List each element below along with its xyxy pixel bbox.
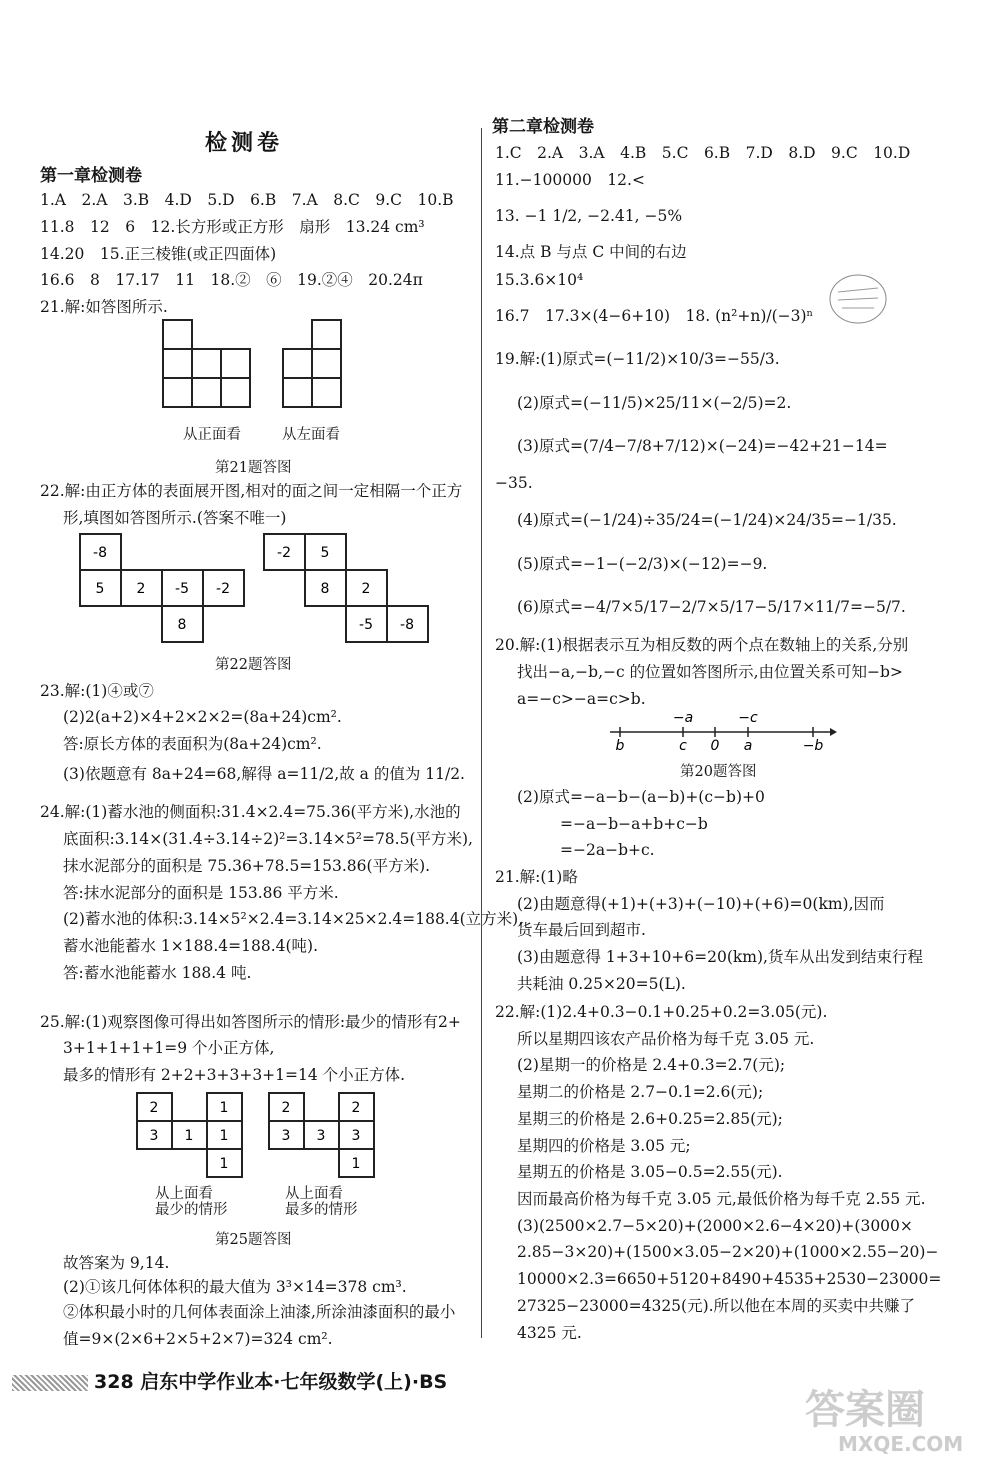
answer-line: −35. bbox=[495, 474, 533, 492]
answer-line: 抹水泥部分的面积是 75.36+78.5=153.86(平方米). bbox=[63, 857, 431, 875]
answer-line: 形,填图如答图所示.(答案不唯一) bbox=[63, 509, 287, 527]
answer-line: 21.解:如答图所示. bbox=[40, 298, 168, 316]
fig21-caption: 第21题答图 bbox=[215, 460, 292, 476]
answer-line: 15.3.6×10⁴ bbox=[495, 271, 584, 289]
answer-line: =−2a−b+c. bbox=[560, 841, 655, 859]
fig25-label: 从上面看 bbox=[285, 1186, 343, 1202]
answer-line: 故答案为 9,14. bbox=[63, 1254, 170, 1272]
answer-line: 23.解:(1)④或⑦ bbox=[40, 682, 154, 700]
answer-line: (2)星期一的价格是 2.4+0.3=2.7(元); bbox=[517, 1056, 786, 1074]
answer-line: 星期二的价格是 2.7−0.1=2.6(元); bbox=[517, 1083, 764, 1101]
fig25-label: 从上面看 bbox=[155, 1186, 213, 1202]
numline-label: −c bbox=[738, 710, 758, 726]
answer-line: 14.20 15.正三棱锥(或正四面体) bbox=[40, 245, 277, 263]
answer-line: =−a−b−a+b+c−b bbox=[560, 815, 708, 833]
fig22b-cell: 8 bbox=[320, 581, 330, 597]
answer-line: (3)原式=(7/4−7/8+7/12)×(−24)=−42+21−14= bbox=[517, 437, 888, 455]
answer-line: 1.A 2.A 3.B 4.D 5.D 6.B 7.A 8.C 9.C 10.B bbox=[40, 191, 454, 209]
answer-line: 16.6 8 17.17 11 18.② ⑥ 19.②④ 20.24π bbox=[40, 271, 423, 289]
fig25a-cell: 1 bbox=[219, 1156, 229, 1172]
fig21-label-left: 从左面看 bbox=[282, 427, 340, 443]
answer-line: 答:蓄水池能蓄水 188.4 吨. bbox=[63, 964, 252, 982]
answer-line: 22.解:由正方体的表面展开图,相对的面之间一定相隔一个正方 bbox=[40, 482, 463, 500]
answer-line: 14.点 B 与点 C 中间的右边 bbox=[495, 243, 687, 261]
answer-line: 1.C 2.A 3.A 4.B 5.C 6.B 7.D 8.D 9.C 10.D bbox=[495, 144, 911, 162]
fig25b-cell: 3 bbox=[316, 1128, 326, 1144]
numline-label: 0 bbox=[710, 738, 720, 754]
fig25b-cell: 1 bbox=[351, 1156, 361, 1172]
answer-line: 3+1+1+1+1=9 个小正方体, bbox=[63, 1039, 275, 1057]
numline-label: a bbox=[743, 738, 753, 754]
numline-label: −b bbox=[802, 738, 824, 754]
answer-line: 2.85−3×20)+(1500×3.05−2×20)+(1000×2.55−20)− bbox=[517, 1243, 939, 1261]
answer-line: 10000×2.3=6650+5120+8490+4535+2530−23000= bbox=[517, 1270, 942, 1288]
fig25-views bbox=[137, 1093, 377, 1173]
fig25-caption: 第25题答图 bbox=[215, 1232, 292, 1248]
chapter1-heading: 第一章检测卷 bbox=[40, 166, 142, 186]
fig22b-cell: -5 bbox=[359, 617, 373, 633]
answer-line: 所以星期四该农产品价格为每千克 3.05 元. bbox=[517, 1030, 815, 1048]
fig22a-cell: 2 bbox=[136, 581, 146, 597]
answer-line: 4325 元. bbox=[517, 1324, 582, 1342]
numline-label: c bbox=[679, 738, 687, 754]
answer-line: 蓄水池能蓄水 1×188.4=188.4(吨). bbox=[63, 937, 319, 955]
fig22-nets bbox=[80, 534, 430, 644]
column-divider bbox=[481, 128, 482, 1338]
answer-line: 星期三的价格是 2.6+0.25=2.85(元); bbox=[517, 1110, 783, 1128]
answer-line: 星期五的价格是 3.05−0.5=2.55(元). bbox=[517, 1163, 783, 1181]
answer-line: 13. −1 1/2, −2.41, −5% bbox=[495, 207, 683, 225]
fig25a-cell: 3 bbox=[149, 1128, 159, 1144]
chapter2-heading: 第二章检测卷 bbox=[492, 117, 594, 137]
answer-line: 16.7 17.3×(4−6+10) 18. (n²+n)/(−3)ⁿ bbox=[495, 307, 814, 325]
answer-line: (4)原式=(−1/24)÷35/24=(−1/24)×24/35=−1/35. bbox=[517, 511, 897, 529]
watermark-logo: 答案圈 bbox=[805, 1387, 925, 1433]
answer-line: 24.解:(1)蓄水池的侧面积:31.4×2.4=75.36(平方米),水池的 bbox=[40, 803, 461, 821]
fig25a-cell: 2 bbox=[149, 1100, 159, 1116]
answer-line: 共耗油 0.25×20=5(L). bbox=[517, 975, 686, 993]
answer-line: (6)原式=−4/7×5/17−2/7×5/17−5/17×11/7=−5/7. bbox=[517, 598, 906, 616]
answer-line: 22.解:(1)2.4+0.3−0.1+0.25+0.2=3.05(元). bbox=[495, 1003, 828, 1021]
fig25a-cell: 1 bbox=[184, 1128, 194, 1144]
fig22-caption: 第22题答图 bbox=[215, 657, 292, 673]
fig22b-cell: 5 bbox=[320, 545, 330, 561]
answer-line: 找出−a,−b,−c 的位置如答图所示,由位置关系可知−b> bbox=[517, 663, 903, 681]
answer-line: (5)原式=−1−(−2/3)×(−12)=−9. bbox=[517, 555, 768, 573]
answer-line: 答:抹水泥部分的面积是 153.86 平方米. bbox=[63, 884, 339, 902]
number-line bbox=[605, 710, 835, 754]
answer-line: (2)2(a+2)×4+2×2×2=(8a+24)cm². bbox=[63, 708, 342, 726]
answer-line: (2)蓄水池的体积:3.14×5²×2.4=3.14×25×2.4=188.4(立方米), bbox=[63, 910, 524, 928]
fig22a-cell: -5 bbox=[175, 581, 189, 597]
answer-line: 最多的情形有 2+2+3+3+3+1=14 个小正方体. bbox=[63, 1066, 406, 1084]
fig22b-cell: -2 bbox=[277, 545, 291, 561]
fig22a-cell: 8 bbox=[177, 617, 187, 633]
answer-line: 11.8 12 6 12.长方形或正方形 扇形 13.24 cm³ bbox=[40, 218, 425, 236]
fig25b-cell: 2 bbox=[351, 1100, 361, 1116]
watermark-url: MXQE.COM bbox=[838, 1432, 964, 1456]
answer-line: (3)由题意得 1+3+10+6=20(km),货车从出发到结束行程 bbox=[517, 948, 923, 966]
fig25b-cell: 2 bbox=[281, 1100, 291, 1116]
fig22a-cell: -8 bbox=[93, 545, 107, 561]
fig22a-cell: 5 bbox=[95, 581, 105, 597]
answer-line: 答:原长方体的表面积为(8a+24)cm². bbox=[63, 735, 322, 753]
answer-line: 星期四的价格是 3.05 元; bbox=[517, 1137, 691, 1155]
fig25-label: 最多的情形 bbox=[285, 1202, 358, 1218]
answer-line: 底面积:3.14×(31.4÷3.14÷2)²=3.14×5²=78.5(平方米), bbox=[63, 830, 473, 848]
answer-line: 20.解:(1)根据表示互为相反数的两个点在数轴上的关系,分别 bbox=[495, 636, 909, 654]
answer-line: 21.解:(1)略 bbox=[495, 868, 578, 886]
footer-pattern bbox=[12, 1375, 88, 1391]
numline-label: b bbox=[615, 738, 625, 754]
answer-line: 值=9×(2×6+2×5+2×7)=324 cm². bbox=[63, 1330, 333, 1348]
fig20-caption: 第20题答图 bbox=[680, 764, 757, 780]
fig25b-cell: 3 bbox=[351, 1128, 361, 1144]
fig22b-cell: -8 bbox=[400, 617, 414, 633]
numline-label: −a bbox=[672, 710, 694, 726]
fig25a-cell: 1 bbox=[219, 1128, 229, 1144]
page-footer bbox=[12, 1367, 447, 1394]
fig25b-cell: 3 bbox=[281, 1128, 291, 1144]
fig25-label: 最少的情形 bbox=[155, 1202, 228, 1218]
answer-line: (2)原式=−a−b−(a−b)+(c−b)+0 bbox=[517, 788, 765, 806]
answer-line: 27325−23000=4325(元).所以他在本周的买卖中共赚了 bbox=[517, 1297, 916, 1315]
answer-line: a=−c>−a=c>b. bbox=[517, 690, 646, 708]
answer-line: 11.−100000 12.< bbox=[495, 171, 645, 189]
answer-line: 货车最后回到超市. bbox=[517, 921, 646, 939]
answer-line: (2)由题意得(+1)+(+3)+(−10)+(+6)=0(km),因而 bbox=[517, 895, 885, 913]
fig21-label-front: 从正面看 bbox=[183, 427, 241, 443]
footer-text: 328 启东中学作业本·七年级数学(上)·BS bbox=[94, 1371, 448, 1393]
answer-line: (2)原式=(−11/5)×25/11×(−2/5)=2. bbox=[517, 394, 792, 412]
answer-line: 因而最高价格为每千克 3.05 元,最低价格为每千克 2.55 元. bbox=[517, 1190, 926, 1208]
answer-line: ②体积最小时的几何体表面涂上油漆,所涂油漆面积的最小 bbox=[63, 1303, 456, 1321]
fig21-views bbox=[160, 320, 340, 420]
page-title: 检测卷 bbox=[205, 130, 284, 156]
answer-line: (2)①该几何体体积的最大值为 3³×14=378 cm³. bbox=[63, 1278, 407, 1296]
fig22a-cell: -2 bbox=[216, 581, 230, 597]
answer-line: 25.解:(1)观察图像可得出如答图所示的情形:最少的情形有2+ bbox=[40, 1013, 461, 1031]
fig25a-cell: 1 bbox=[219, 1100, 229, 1116]
fig22b-cell: 2 bbox=[361, 581, 371, 597]
answer-line: (3)依题意有 8a+24=68,解得 a=11/2,故 a 的值为 11/2. bbox=[63, 765, 465, 783]
answer-line: (3)(2500×2.7−5×20)+(2000×2.6−4×20)+(3000× bbox=[517, 1217, 913, 1235]
answer-line: 19.解:(1)原式=(−11/2)×10/3=−55/3. bbox=[495, 350, 780, 368]
stamp-icon bbox=[828, 272, 888, 327]
